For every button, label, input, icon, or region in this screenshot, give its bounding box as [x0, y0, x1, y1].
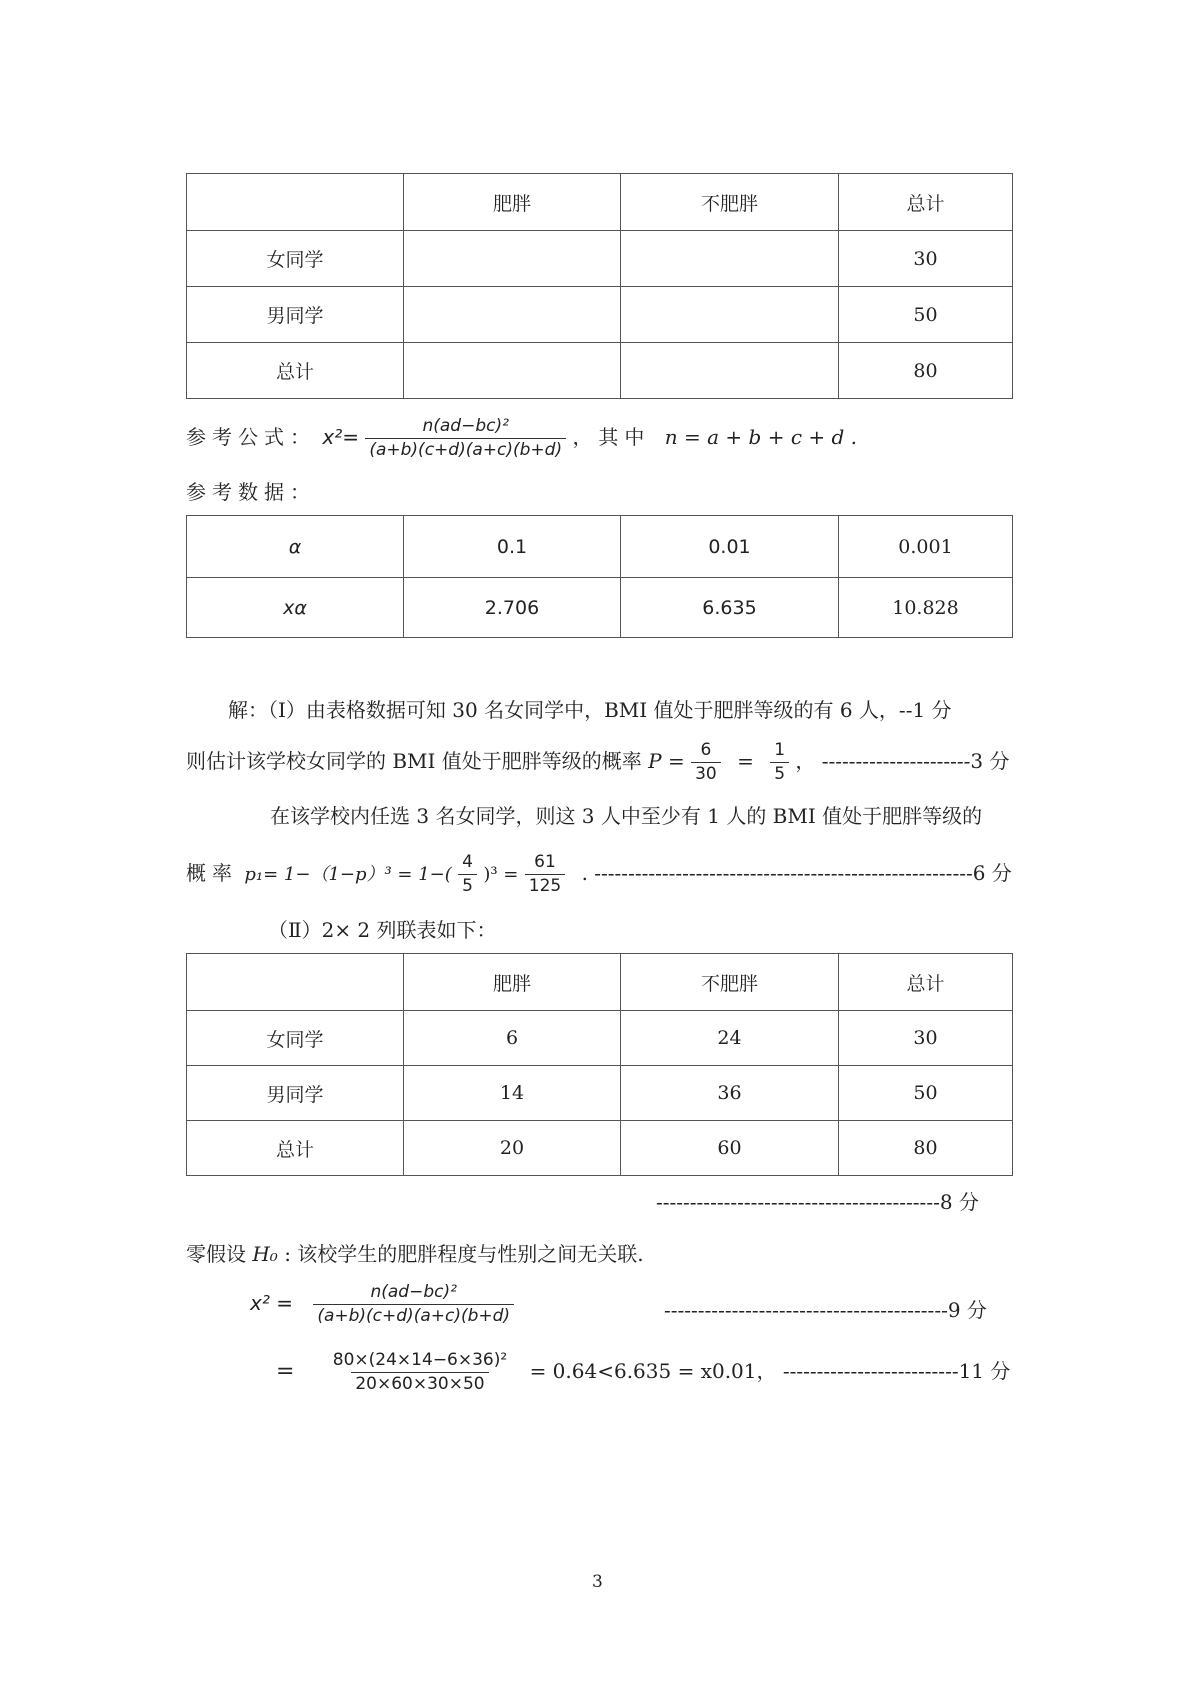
null-hypothesis — [186, 1244, 644, 1264]
chi-square-computation — [276, 1352, 1010, 1393]
table-cell: 80 — [839, 343, 1013, 399]
fraction-denominator: 5 — [770, 762, 789, 783]
table-header-cell — [187, 174, 404, 231]
score-6: . --------------------------------------------------------6 分 — [581, 861, 1012, 885]
score-11: --------------------------11 分 — [782, 1359, 1011, 1383]
table-cell: 30 — [839, 1011, 1013, 1066]
hypothesis-label: 零假设 — [186, 1242, 246, 1266]
probability-expression: p₁= 1−（1−p）³ = 1−( — [244, 864, 452, 885]
table-cell: 36 — [621, 1066, 839, 1121]
table-cell: 女同学 — [187, 231, 404, 287]
chi-square-result: = 0.64<6.635 = x0.01， — [529, 1359, 777, 1383]
formula-fraction — [365, 418, 566, 459]
table-cell-alpha: α — [187, 516, 404, 578]
table-cell: 男同学 — [187, 1066, 404, 1121]
formula-tail-expr: n = a + b + c + d . — [664, 425, 858, 449]
table-cell: 80 — [839, 1121, 1013, 1176]
table-cell — [621, 231, 839, 287]
table-cell: 14 — [404, 1066, 621, 1121]
chi-square-formula — [250, 1284, 514, 1325]
hypothesis-var: H₀ — [252, 1242, 278, 1266]
reference-data-label: 参考数据： — [186, 480, 316, 504]
table-cell: 50 — [839, 287, 1013, 343]
equals-sign: = — [276, 1359, 295, 1384]
table-header-cell: 总计 — [839, 174, 1013, 231]
table-cell: 0.01 — [621, 516, 839, 578]
formula-denominator: (a+b)(c+d)(a+c)(b+d) — [365, 438, 566, 459]
formula-numerator: n(ad−bc)² — [422, 416, 509, 436]
table-cell: 女同学 — [187, 1011, 404, 1066]
solution-paragraph-4 — [186, 854, 1012, 895]
fraction-denominator: 20×60×30×50 — [351, 1372, 488, 1393]
chi-square-fraction — [313, 1284, 514, 1325]
chi-square-lhs: x² = — [250, 1291, 293, 1315]
table-cell: 50 — [839, 1066, 1013, 1121]
score-9: ------------------------------------------9 分 — [664, 1298, 987, 1322]
table-header-cell: 不肥胖 — [621, 174, 839, 231]
table-cell — [404, 287, 621, 343]
solution-paragraph-1: 解：（Ⅰ）由表格数据可知 30 名女同学中，BMI 值处于肥胖等级的有 6 人，--1 分 — [228, 698, 952, 722]
solution-paragraph-2 — [186, 742, 1010, 783]
table-cell: 总计 — [187, 1121, 404, 1176]
table-header-cell: 总计 — [839, 954, 1013, 1011]
table-cell: 60 — [621, 1121, 839, 1176]
formula-lhs: x²= — [322, 425, 359, 449]
reference-formula — [186, 418, 857, 459]
probability-expression-cont: )³ = — [483, 864, 519, 885]
table-header-cell: 肥胖 — [404, 954, 621, 1011]
score-8: ------------------------------------------8 分 — [656, 1190, 979, 1214]
fraction-1-5 — [770, 742, 789, 783]
probability-text: 则估计该学校女同学的 BMI 值处于肥胖等级的概率 — [186, 749, 642, 773]
table-critical-values — [186, 515, 1013, 638]
table-cell — [621, 343, 839, 399]
probability-var: P = — [648, 749, 685, 773]
formula-label: 参考公式： — [186, 425, 316, 449]
table-cell — [404, 343, 621, 399]
table-cell: 男同学 — [187, 287, 404, 343]
table-header-cell: 肥胖 — [404, 174, 621, 231]
formula-tail-label: ，其中 — [572, 425, 651, 449]
fraction-numerator: 80×(24×14−6×36)² — [332, 1350, 508, 1370]
solution-paragraph-5: （Ⅱ）2× 2 列联表如下： — [268, 918, 497, 942]
solution-paragraph-3: 在该学校内任选 3 名女同学，则这 3 人中至少有 1 人的 BMI 值处于肥胖等级的 — [270, 804, 983, 828]
fraction-6-30 — [691, 742, 721, 783]
hypothesis-text: : 该校学生的肥胖程度与性别之间无关联. — [284, 1242, 644, 1266]
table-cell: 10.828 — [839, 578, 1013, 638]
fraction-61-125 — [525, 854, 565, 895]
fraction-numerator: n(ad−bc)² — [370, 1282, 457, 1302]
fraction-numerator: 1 — [774, 740, 786, 760]
fraction-denominator: 125 — [525, 874, 565, 895]
fraction-4-5 — [458, 854, 477, 895]
table-cell — [621, 287, 839, 343]
table-header-cell: 不肥胖 — [621, 954, 839, 1011]
table-contingency-filled — [186, 953, 1013, 1176]
table-cell-x-alpha: xα — [187, 578, 404, 638]
table-cell: 2.706 — [404, 578, 621, 638]
fraction-denominator: 30 — [691, 762, 721, 783]
table-cell: 0.1 — [404, 516, 621, 578]
fraction-numerator: 4 — [462, 852, 473, 872]
table-cell: 30 — [839, 231, 1013, 287]
table-cell: 6.635 — [621, 578, 839, 638]
table-cell: 24 — [621, 1011, 839, 1066]
fraction-denominator: (a+b)(c+d)(a+c)(b+d) — [313, 1304, 514, 1325]
table-header-cell — [187, 954, 404, 1011]
page-number: 3 — [592, 1572, 603, 1592]
table-contingency-empty — [186, 173, 1013, 399]
table-cell — [404, 231, 621, 287]
fraction-numerator: 61 — [534, 852, 556, 872]
table-cell: 总计 — [187, 343, 404, 399]
score-3: ， ----------------------3 分 — [795, 749, 1010, 773]
table-cell: 6 — [404, 1011, 621, 1066]
equals-sign: = — [737, 749, 754, 773]
table-cell: 20 — [404, 1121, 621, 1176]
fraction-numerator: 6 — [700, 740, 712, 760]
probability-label: 概率 — [186, 861, 238, 885]
fraction-denominator: 5 — [458, 874, 477, 895]
chi-square-numeric-fraction — [329, 1352, 511, 1393]
table-cell: 0.001 — [839, 516, 1013, 578]
